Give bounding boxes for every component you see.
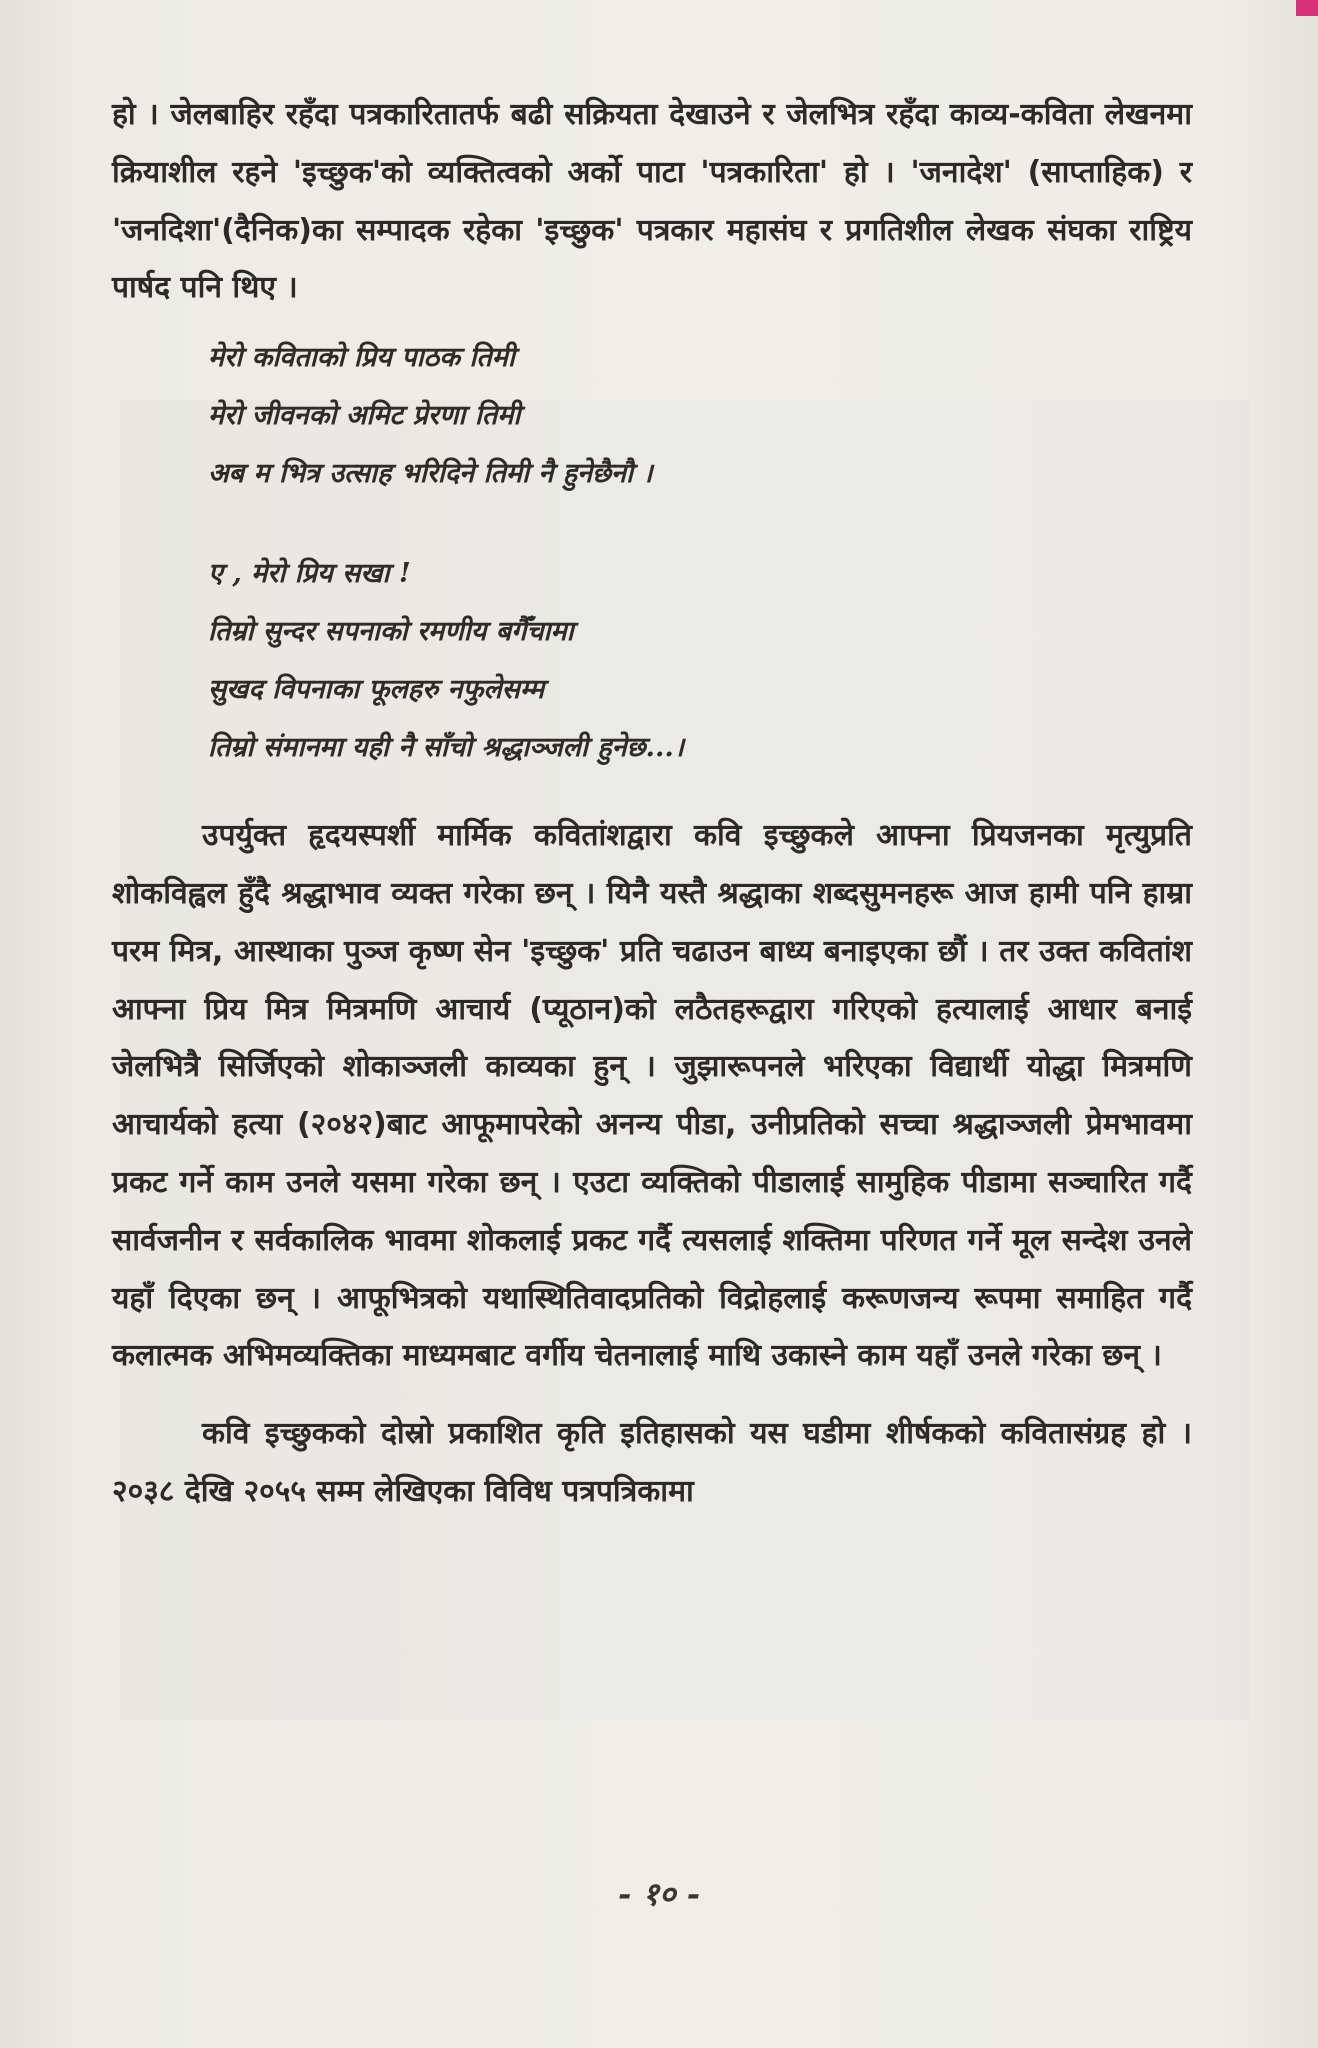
stanza-gap bbox=[112, 503, 1192, 545]
poem-line: सुखद विपनाका फूलहरु नफुलेसम्म bbox=[208, 674, 545, 706]
poem-line: तिम्रो संमानमा यही नै साँचो श्रद्धाञ्जली हुनेछ...। bbox=[208, 732, 684, 764]
poem-stanza-1 bbox=[208, 329, 1192, 503]
paragraph-1: हो । जेलबाहिर रहँदा पत्रकारितातर्फ बढी सक्रियता देखाउने र जेलभित्र रहँदा काव्य-कविता लेखनमा क्रियाशील रहने 'इच्छुक'को व्यक्तित्वको अर्को पाटा 'पत्रकारिता' हो । 'जनादेश' (साप्ताहिक) र 'जनदिशा'(दैनिक)का सम्पादक रहेका 'इच्छुक' पत्रकार महासंघ र प्रगतिशील लेखक संघका राष्ट्रिय पार्षद पनि थिए । bbox=[112, 97, 1192, 306]
page-body bbox=[112, 86, 1192, 1521]
poem-line: ए , मेरो प्रिय सखा ! bbox=[208, 558, 411, 590]
poem-line: मेरो कविताको प्रिय पाठक तिमी bbox=[208, 342, 515, 374]
paragraph-3: कवि इच्छुकको दोस्रो प्रकाशित कृति इतिहासको यस घडीमा शीर्षकको कवितासंग्रह हो । २०३८ देखि २०५५ सम्म लेखिएका विविध पत्रपत्रिकामा bbox=[112, 1416, 1192, 1509]
pink-corner-edge bbox=[1296, 0, 1318, 16]
paragraph-2: उपर्युक्त हृदयस्पर्शी मार्मिक कवितांशद्वारा कवि इच्छुकले आफ्ना प्रियजनका मृत्युप्रति शोकविह्वल हुँदै श्रद्धाभाव व्यक्त गरेका छन् । यिनै यस्तै श्रद्धाका शब्दसुमनहरू आज हामी पनि हाम्रा परम मित्र, आस्थाका पुञ्ज कृष्ण सेन 'इच्छुक' प्रति चढाउन बाध्य बनाइएका छौं । तर उक्त कवितांश आफ्ना प्रिय मित्र मित्रमणि आचार्य (प्यूठान)को लठैतहरूद्वारा गरिएको हत्यालाई आधार बनाई जेलभित्रै सिर्जिएको शोकाञ्जली काव्यका हुन् । जुझारूपनले भरिएका विद्यार्थी योद्धा मित्रमणि आचार्यको हत्या (२०४२)बाट आफूमापरेको अनन्य पीडा, उनीप्रतिको सच्चा श्रद्धाञ्जली प्रेमभावमा प्रकट गर्ने काम उनले यसमा गरेका छन् । एउटा व्यक्तिको पीडालाई सामुहिक पीडामा सञ्चारित गर्दै सार्वजनीन र सर्वकालिक भावमा शोकलाई प्रकट गर्दै त्यसलाई शक्तिमा परिणत गर्ने मूल सन्देश उनले यहाँ दिएका छन् । आफूभित्रको यथास्थितिवादप्रतिको विद्रोहलाई करूणजन्य रूपमा समाहित गर्दै कलात्मक अभिमव्यक्तिका माध्यमबाट वर्गीय चेतनालाई माथि उकास्ने काम यहाँ उनले गरेका छन् । bbox=[112, 818, 1192, 1374]
poem-stanza-2 bbox=[208, 545, 1192, 777]
poem-line: मेरो जीवनको अमिट प्रेरणा तिमी bbox=[208, 400, 521, 432]
poem-line: तिम्रो सुन्दर सपनाको रमणीय बगैँचामा bbox=[208, 616, 574, 648]
page-number: - १० - bbox=[617, 1875, 701, 1913]
poem-line: अब म भित्र उत्साह भरिदिने तिमी नै हुनेछैनौ । bbox=[208, 458, 653, 490]
